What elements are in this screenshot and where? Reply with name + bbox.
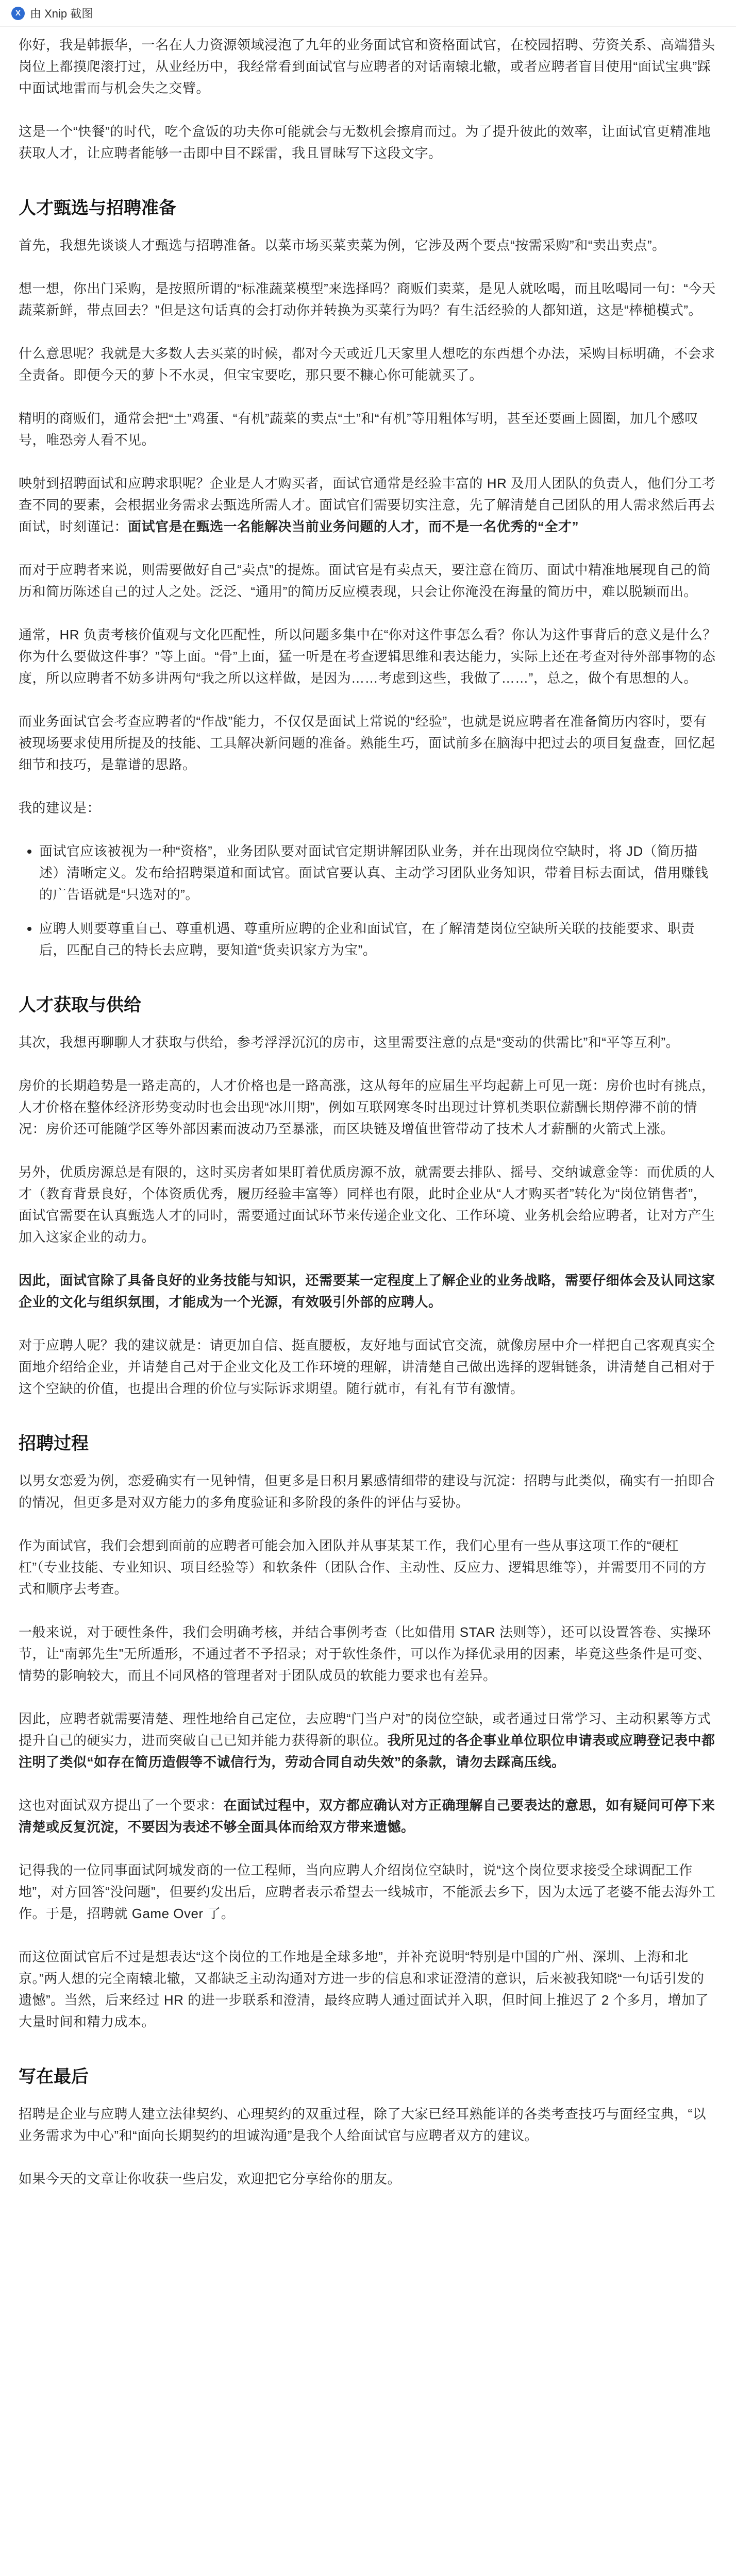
closing-p1: 招聘是企业与应聘人建立法律契约、心理契约的双重过程，除了大家已经耳熟能详的各类考查技巧与面经宝典，“以业务需求为中心”和“面向长期契约的坦诚沟通”是我个人给面试官与应聘者双方的建议。 — [19, 2106, 707, 2143]
intro-p1: 你好，我是韩振华，一名在人力资源领域浸泡了九年的业务面试官和资格面试官，在校园招聘、劳资关系、高端猎头岗位上都摸爬滚打过，从业经历中，我经常看到面试官与应聘者的对话南辕北辙，或者应聘者盲目使用“面试宝典”踩中面试地雷而与机会失之交臂。 — [19, 37, 715, 96]
screening-p5-bold: 面试官是在甄选一名能解决当前业务问题的人才，而不是一名优秀的“全才” — [128, 519, 579, 534]
process-p4-text: 因此，应聘者就需要清楚、理性地给自己定位，去应聘“门当户对”的岗位空缺，或者通过日常学习、主动积累等方式提升自己的硬实力，进而突破自己已知并能力获得新的职位。 — [19, 1711, 711, 1748]
xnip-logo-icon: X — [11, 7, 25, 20]
closing-p2: 如果今天的文章让你收获一些启发，欢迎把它分享给你的朋友。 — [19, 2171, 402, 2187]
screening-p5-text: 映射到招聘面试和应聘求职呢？企业是人才购买者，面试官通常是经验丰富的 HR 及用人团队的负责人，他们分工考查不同的要素，会根据业务需求去甄选所需人才。面试官们需要切实注意，先了解清楚自己团队的用人需求然后再去面试，时刻谨记： — [19, 476, 716, 534]
process-p4-bold: 我所见过的各企事业单位职位申请表或应聘登记表中都注明了类似“如存在简历造假等不诚信行为，劳动合同自动失效”的条款，请勿去踩高压线。 — [19, 1733, 715, 1770]
acquisition-p1: 其次，我想再聊聊人才获取与供给，参考浮浮沉沉的房市，这里需要注意的点是“变动的供需比”和“平等互利”。 — [19, 1035, 680, 1050]
process-p6: 记得我的一位同事面试阿城发商的一位工程师，当向应聘人介绍岗位空缺时，说“这个岗位要求接受全球调配工作地”，对方回答“没问题”，但要约发出后，应聘者表示希望去一线城市，不能派去乡下，因为太远了老婆不能去海外工作。于是，招聘就 Game Over 了。 — [19, 1862, 716, 1921]
process-p2: 作为面试官，我们会想到面前的应聘者可能会加入团队并从事某某工作，我们心里有一些从事这项工作的“硬杠杠”（专业技能、专业知识、项目经验等）和软条件（团队合作、主动性、反应力、逻辑思维等），并需要用不同的方式和顺序去考查。 — [19, 1538, 707, 1597]
intro-p2: 这是一个“快餐”的时代，吃个盒饭的功夫你可能就会与无数机会擦肩而过。为了提升彼此的效率，让面试官更精准地获取人才，让应聘者能够一击即中目不踩雷，我且冒昧写下这段文字。 — [19, 124, 711, 161]
screening-p4: 精明的商贩们，通常会把“土”鸡蛋、“有机”蔬菜的卖点“土”和“有机”等用粗体写明，甚至还要画上圆圈，加几个感叹号，唯恐旁人看不见。 — [19, 411, 698, 448]
section-heading-closing: 写在最后 — [19, 2067, 89, 2087]
acquisition-bold-text: 因此，面试官除了具备良好的业务技能与知识，还需要某一定程度上了解企业的业务战略，需要仔细体会及认同这家企业的文化与组织氛围，才能成为一个光源，有效吸引外部的应聘人。 — [19, 1273, 715, 1310]
acquisition-p3: 另外，优质房源总是有限的，这时买房者如果盯着优质房源不放，就需要去排队、摇号、交纳诚意金等：而优质的人才（教育背景良好，个体资质优秀，履历经验丰富等）同样也有限，此时企业从“人才购买者”转化为“岗位销售者”，面试官需要在认真甄选人才的同时，需要通过面试环节来传递企业文化、工作环境、业务机会给应聘者，让对方产生加入这家企业的动力。 — [19, 1164, 715, 1245]
process-p5 — [19, 1794, 717, 1838]
acquisition-p4: 对于应聘人呢？我的建议就是：请更加自信、挺直腰板，友好地与面试官交流，就像房屋中介一样把自己客观真实全面地介绍给企业，并请楚自己对于企业文化及工作环境的理解，讲清楚自己做出选择的逻辑链条，讲清楚自己相对于这个空缺的价值，也提出合理的价位与实际诉求期望。随行就市，有礼有节有激情。 — [19, 1337, 715, 1396]
acquisition-p2: 房价的长期趋势是一路走高的，人才价格也是一路高涨，这从每年的应届生平均起薪上可见一斑：房价也时有挑点，人才价格在整体经济形势变动时也会出现“冰川期”，例如互联网寒冬时出现过计算机类职位薪酬长期停滞不前的情况：房价还可能随学区等外部因素而波动乃至暴涨，而区块链及增值世管带动了技术人才薪酬的火箭式上涨。 — [19, 1078, 715, 1137]
process-p3: 一般来说，对于硬性条件，我们会明确考核，并结合事例考查（比如借用 STAR 法则等），还可以设置答卷、实操环节，让“南郭先生”无所遁形，不通过者不予招录；对于软性条件，可以作为择优录用的因素，毕竟这些条件是可变、情势的影响较大，而且不同风格的管理者对于团队成员的软能力要求也有差异。 — [19, 1624, 711, 1683]
section-heading-screening: 人才甄选与招聘准备 — [19, 198, 176, 218]
process-p7: 而这位面试官后不过是想表达“这个岗位的工作地是全球多地”，并补充说明“特别是中国的广州、深圳、上海和北京。”两人想的完全南辕北辙，又都缺乏主动沟通对方进一步的信息和求证澄清的意识，后来被我知晓“一句话引发的遗憾”。当然，后来经过 HR 的进一步联系和澄清，最终应聘人通过面试并入职，但时间上推迟了 2 个多月，增加了大量时间和精力成本。 — [19, 1949, 709, 2029]
screening-p2: 想一想，你出门采购，是按照所谓的“标准蔬菜模型”来选择吗？商贩们卖菜，是见人就吆喝，而且吆喝同一句：“今天蔬菜新鲜，带点回去？”但是这句话真的会打动你并转换为买菜行为吗？有生活经验的人都知道，这是“棒槌模式”。 — [19, 281, 716, 318]
suggestion-item: • 应聘人则要尊重自己、尊重机遇、尊重所应聘的企业和面试官，在了解清楚岗位空缺所关联的技能要求、职责后，匹配自己的特长去应聘，要知道“货卖识家方为宝”。 — [39, 918, 717, 961]
suggestion-item: • 面试官应该被视为一种“资格”，业务团队要对面试官定期讲解团队业务，并在出现岗位空缺时，将 JD（简历描述）清晰定义。发布给招聘渠道和面试官。面试官要认真、主动学习团队业务知识，带着目标去面试，借用赚钱的广告语就是“只选对的”。 — [39, 840, 717, 905]
process-p5-bold: 在面试过程中，双方都应确认对方正确理解自己要表达的意思，如有疑问可停下来清楚或反复沉淀，不要因为表述不够全面具体而给双方带来遗憾。 — [19, 1798, 715, 1835]
screening-p9: 我的建议是： — [19, 800, 101, 816]
section-heading-acquisition: 人才获取与供给 — [19, 995, 141, 1015]
article — [0, 27, 736, 2190]
process-p4 — [19, 1708, 717, 1773]
screening-p3: 什么意思呢？我就是大多数人去买菜的时候，都对今天或近几天家里人想吃的东西想个办法，采购目标明确，不会求全责备。即便今天的萝卜不水灵，但宝宝要吃，那只要不糠心你可能就买了。 — [19, 346, 715, 383]
acquisition-bold — [19, 1269, 717, 1313]
screening-p8: 而业务面试官会考查应聘者的“作战”能力，不仅仅是面试上常说的“经验”，也就是说应聘者在准备简历内容时，要有被现场要求使用所提及的技能、工具解决新问题的准备。熟能生巧，面试前多在脑海中把过去的项目复盘查，回忆起细节和技巧，是靠谱的思路。 — [19, 714, 715, 772]
suggestion-list — [19, 840, 717, 961]
process-p1: 以男女恋爱为例，恋爱确实有一见钟情，但更多是日积月累感情细带的建设与沉淀：招聘与此类似，确实有一拍即合的情况，但更多是对双方能力的多角度验证和多阶段的条件的评估与妥协。 — [19, 1473, 715, 1510]
screening-p1: 首先，我想先谈谈人才甄选与招聘准备。以菜市场买菜卖菜为例，它涉及两个要点“按需采购”和“卖出卖点”。 — [19, 238, 666, 253]
screening-p6: 而对于应聘者来说，则需要做好自己“卖点”的提炼。面试官是有卖点天，要注意在简历、面试中精准地展现自己的简历和简历陈述自己的过人之处。泛泛、“通用”的简历反应模表现，只会让你淹没在海量的简历中，难以脱颖而出。 — [19, 562, 711, 599]
app-header — [0, 0, 736, 27]
process-p5-text: 这也对面试双方提出了一个要求： — [19, 1798, 224, 1813]
screening-p7: 通常，HR 负责考核价值观与文化匹配性，所以问题多集中在“你对这件事怎么看？你认为这件事背后的意义是什么？你为什么要做这件事？”等上面。“骨”上面，猛一听是在考查逻辑思维和表达能力，实际上还在考查对待外部事物的态度，所以应聘者不妨多讲两句“我之所以这样做，是因为……考虑到这些，我做了……”，总之，做个有思想的人。 — [19, 627, 716, 686]
app-brand: 由 Xnip 截图 — [30, 7, 93, 20]
section-heading-process: 招聘过程 — [19, 1434, 89, 1453]
screening-p5 — [19, 472, 717, 537]
